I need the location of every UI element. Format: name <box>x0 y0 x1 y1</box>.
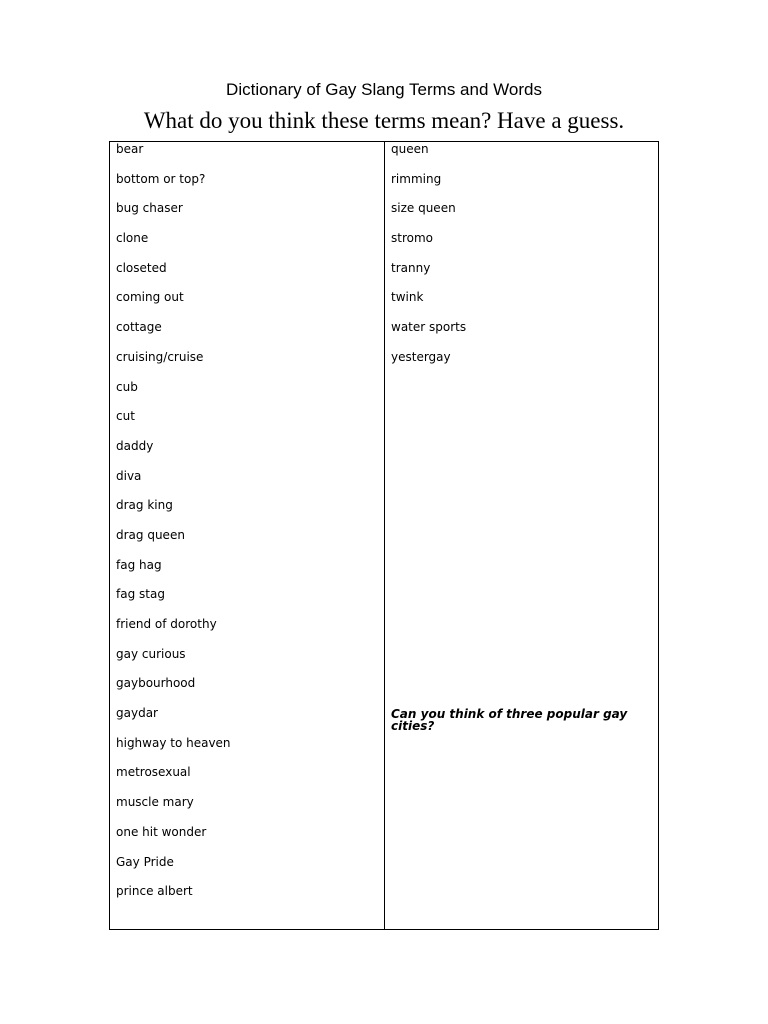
page-title: Dictionary of Gay Slang Terms and Words <box>226 80 542 99</box>
term-item: cruising/cruise <box>116 349 204 364</box>
term-item: bear <box>116 142 144 156</box>
term-item: coming out <box>116 290 184 305</box>
term-item: fag stag <box>116 587 165 602</box>
term-item: cottage <box>116 320 162 335</box>
term-item: metrosexual <box>116 765 191 780</box>
page-subtitle: What do you think these terms mean? Have a guess. <box>143 108 625 133</box>
term-item: twink <box>391 290 424 305</box>
term-item: rimming <box>391 171 442 186</box>
left-terms-column <box>116 142 378 914</box>
term-item: muscle mary <box>116 795 194 810</box>
term-item: one hit wonder <box>116 824 207 839</box>
term-item: clone <box>116 231 149 246</box>
term-item: tranny <box>391 260 431 275</box>
term-item: stromo <box>391 231 433 246</box>
term-item: queen <box>391 142 429 156</box>
term-item: water sports <box>391 320 467 335</box>
term-item: prince albert <box>116 884 193 899</box>
term-item: diva <box>116 468 142 483</box>
term-item: highway to heaven <box>116 735 231 750</box>
term-item: yestergay <box>391 349 451 364</box>
term-item: friend of dorothy <box>116 617 217 631</box>
terms-table <box>109 141 659 930</box>
term-item: gay curious <box>116 646 186 661</box>
term-item: gaydar <box>116 706 158 721</box>
term-item: daddy <box>116 438 154 453</box>
term-item: bug chaser <box>116 201 183 216</box>
term-item: cut <box>116 409 135 424</box>
cities-question: Can you think of three popular gay cities? <box>391 707 628 733</box>
term-item: drag king <box>116 498 173 513</box>
term-item: closeted <box>116 260 167 275</box>
term-item: gaybourhood <box>116 676 196 691</box>
term-item: bottom or top? <box>116 171 206 186</box>
term-item: size queen <box>391 201 456 216</box>
term-item: Gay Pride <box>116 854 174 869</box>
right-terms-column <box>391 142 653 380</box>
term-item: fag hag <box>116 557 162 572</box>
column-divider <box>384 142 385 929</box>
term-item: drag queen <box>116 527 185 542</box>
term-item: cub <box>116 379 138 394</box>
